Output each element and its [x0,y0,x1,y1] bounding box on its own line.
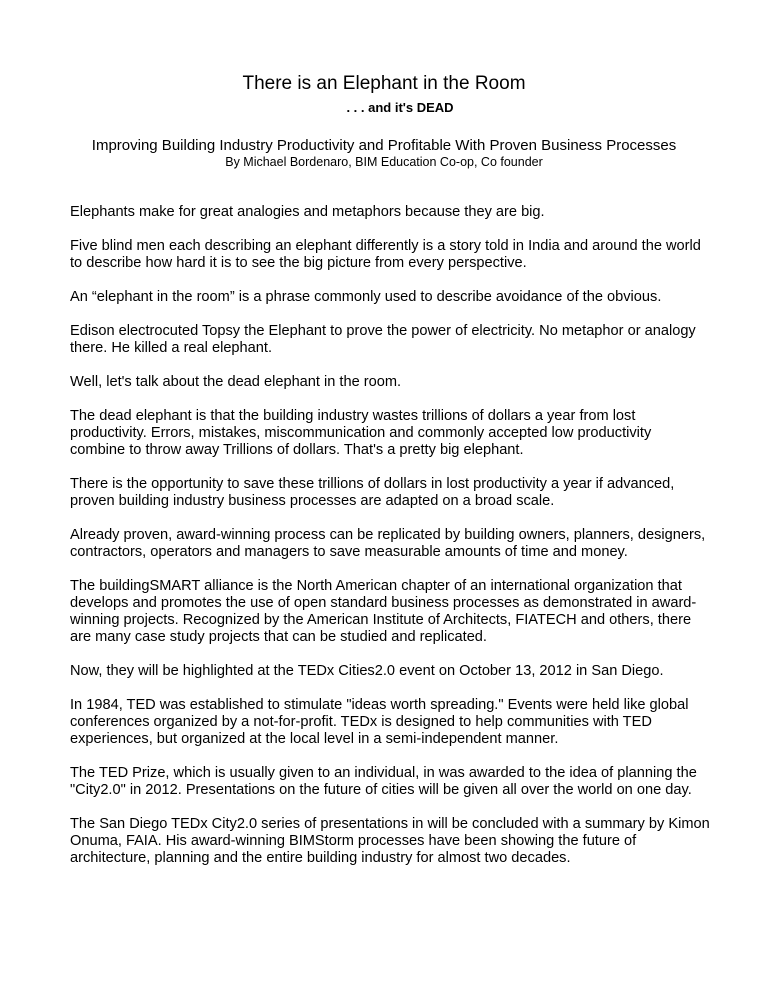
paragraph: The San Diego TEDx City2.0 series of presentations in will be concluded with a summary by Kimon Onuma, FAIA. His award-winning BIMStorm processes have been showing the future of architecture, planning and the entire building industry for almost two decades. [70,816,710,866]
paragraph: In 1984, TED was established to stimulate "ideas worth spreading." Events were held like global conferences organized by a not-for-profit. TEDx is designed to help communities with TED experiences, but organized at the local level in a semi-independent manner. [70,697,689,747]
document-title: There is an Elephant in the Room [242,73,526,94]
document-subhead: Improving Building Industry Productivity and Profitable With Proven Business Processes [91,137,677,154]
paragraph: There is the opportunity to save these trillions of dollars in lost productivity a year if advanced, proven building industry business processes are adapted on a broad scale. [70,476,675,509]
paragraph: An “elephant in the room” is a phrase commonly used to describe avoidance of the obvious. [70,289,662,305]
paragraph: Elephants make for great analogies and metaphors because they are big. [70,204,545,220]
paragraph: Edison electrocuted Topsy the Elephant to prove the power of electricity. No metaphor or analogy there. He killed a real elephant. [70,323,696,356]
paragraph: The TED Prize, which is usually given to an individual, in was awarded to the idea of planning the "City2.0" in 2012. Presentations on the future of cities will be given all over the world on one day. [70,765,697,798]
paragraph: Now, they will be highlighted at the TEDx Cities2.0 event on October 13, 2012 in San Diego. [70,663,664,679]
document-body [70,204,710,884]
paragraph: Well, let's talk about the dead elephant in the room. [70,374,402,390]
paragraph: Already proven, award-winning process can be replicated by building owners, planners, designers, contractors, operators and managers to save measurable amounts of time and money. [70,527,706,560]
document-byline: By Michael Bordenaro, BIM Education Co-op, Co founder [225,155,543,169]
paragraph: The dead elephant is that the building industry wastes trillions of dollars a year from lost productivity. Errors, mistakes, miscommunication and commonly accepted low productivity combine to throw away Trillions of dollars. That's a pretty big elephant. [70,408,652,458]
document-subtitle: . . . and it's DEAD [346,100,454,115]
paragraph: The buildingSMART alliance is the North American chapter of an international organization that develops and promotes the use of open standard business processes as demonstrated in award-winning projects. Recognized by the American Institute of Architects, FIATECH and others, there are many case study projects that can be studied and replicated. [70,578,697,645]
paragraph: Five blind men each describing an elephant differently is a story told in India and around the world to describe how hard it is to see the big picture from every perspective. [70,238,701,271]
